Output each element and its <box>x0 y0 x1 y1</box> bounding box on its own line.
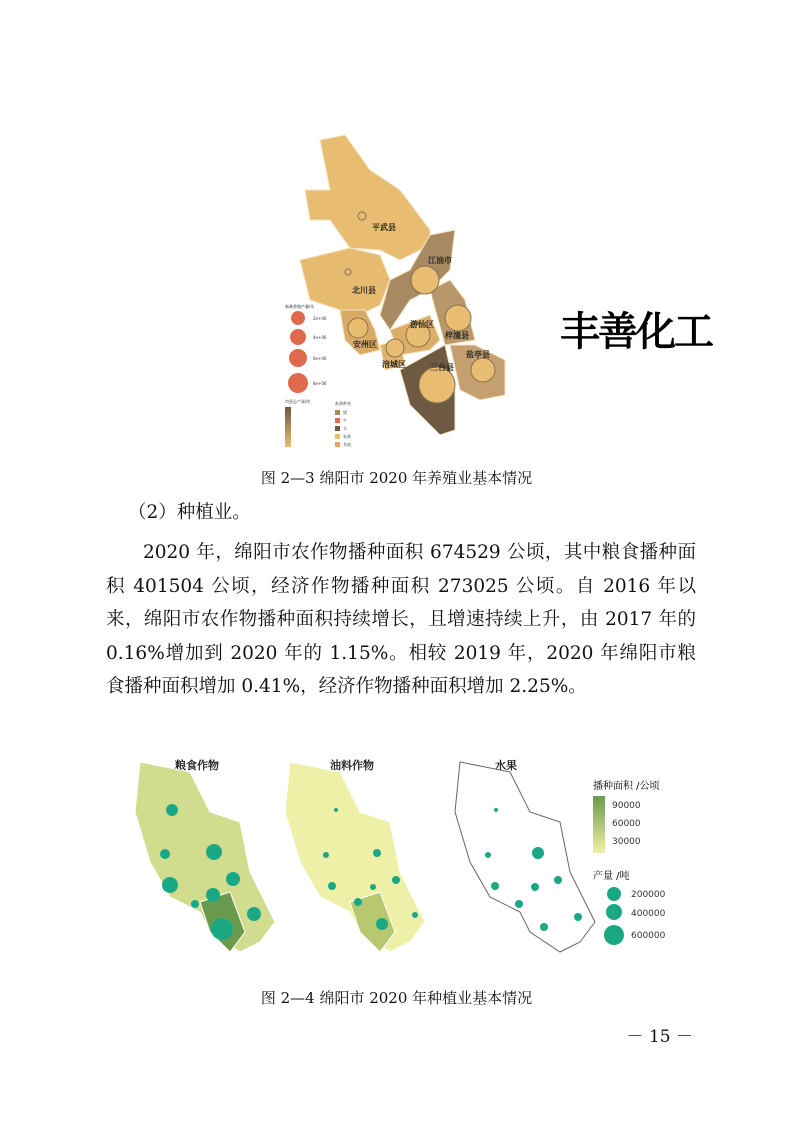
region-pingwu <box>305 135 430 260</box>
panel-title: 水果 <box>495 759 517 772</box>
region-label: 三台县 <box>430 363 454 372</box>
legend-size: 6e+06 <box>313 356 327 361</box>
legend-type: 猪 <box>343 410 347 415</box>
watermark: 丰善化工 <box>560 309 712 355</box>
region-label: 涪城区 <box>382 360 406 369</box>
legend-tick: 200000 <box>631 890 666 900</box>
region-label: 平武县 <box>372 223 396 232</box>
livestock-map <box>280 130 530 460</box>
map-oil <box>285 762 425 952</box>
legend-tick: 60000 <box>612 819 641 829</box>
legend-size: 4e+06 <box>313 335 327 340</box>
legend-title: 畜禽种类 <box>335 401 351 406</box>
legend-title: 肉蛋总产量/吨 <box>285 399 311 404</box>
body-paragraph <box>106 536 696 704</box>
figure-caption: 图 2—3 绵阳市 2020 年养殖业基本情况 <box>260 469 533 487</box>
region-label: 北川县 <box>352 286 376 295</box>
legend-type: 牛 <box>343 418 347 423</box>
panel-title: 油料作物 <box>330 759 374 772</box>
map-fruit <box>455 762 595 952</box>
legend-type: 其他 <box>343 442 351 447</box>
planting-maps <box>130 752 690 972</box>
legend-size: 8e+06 <box>313 381 327 386</box>
legend-title: 畜禽养殖产量/头 <box>285 304 315 309</box>
paragraph-text: 2020 年，绵阳市农作物播种面积 674529 公顷，其中粮食播种面积 401504 公顷，经济作物播种面积 273025 公顷。自 2016 年以来，绵阳市农作物播种面积持续增长，且增速持续上升，由 2017 年的 0.16%增加到 2020 年的 1.15%。相较 2019 年，2020 年绵阳市粮食播种面积增加 0.41%，经济作物播种面积增加 2.25%。 <box>106 542 696 697</box>
region-label: 江油市 <box>428 256 452 265</box>
legend-size: 2e+06 <box>313 316 327 321</box>
legend-tick: 600000 <box>631 931 666 941</box>
page-number: － 15 － <box>626 1027 693 1047</box>
legend-type: 家禽 <box>343 434 351 439</box>
panel-title: 粮食作物 <box>175 759 219 772</box>
legend-title: 播种面积 /公顷 <box>593 781 660 792</box>
section-heading: （2）种植业。 <box>128 502 251 523</box>
region-label: 游仙区 <box>410 320 434 329</box>
legend-type: 羊 <box>343 426 347 431</box>
legend-tick: 90000 <box>612 801 641 811</box>
legend-tick: 30000 <box>612 837 641 847</box>
map-grain <box>135 762 275 952</box>
legend-title: 产量 /吨 <box>593 871 630 882</box>
figure-caption: 图 2—4 绵阳市 2020 年种植业基本情况 <box>260 989 533 1007</box>
region-label: 盐亭县 <box>466 350 490 359</box>
region-label: 梓潼县 <box>445 331 469 340</box>
region-label: 安州区 <box>353 340 377 349</box>
legend-tick: 400000 <box>631 909 666 919</box>
